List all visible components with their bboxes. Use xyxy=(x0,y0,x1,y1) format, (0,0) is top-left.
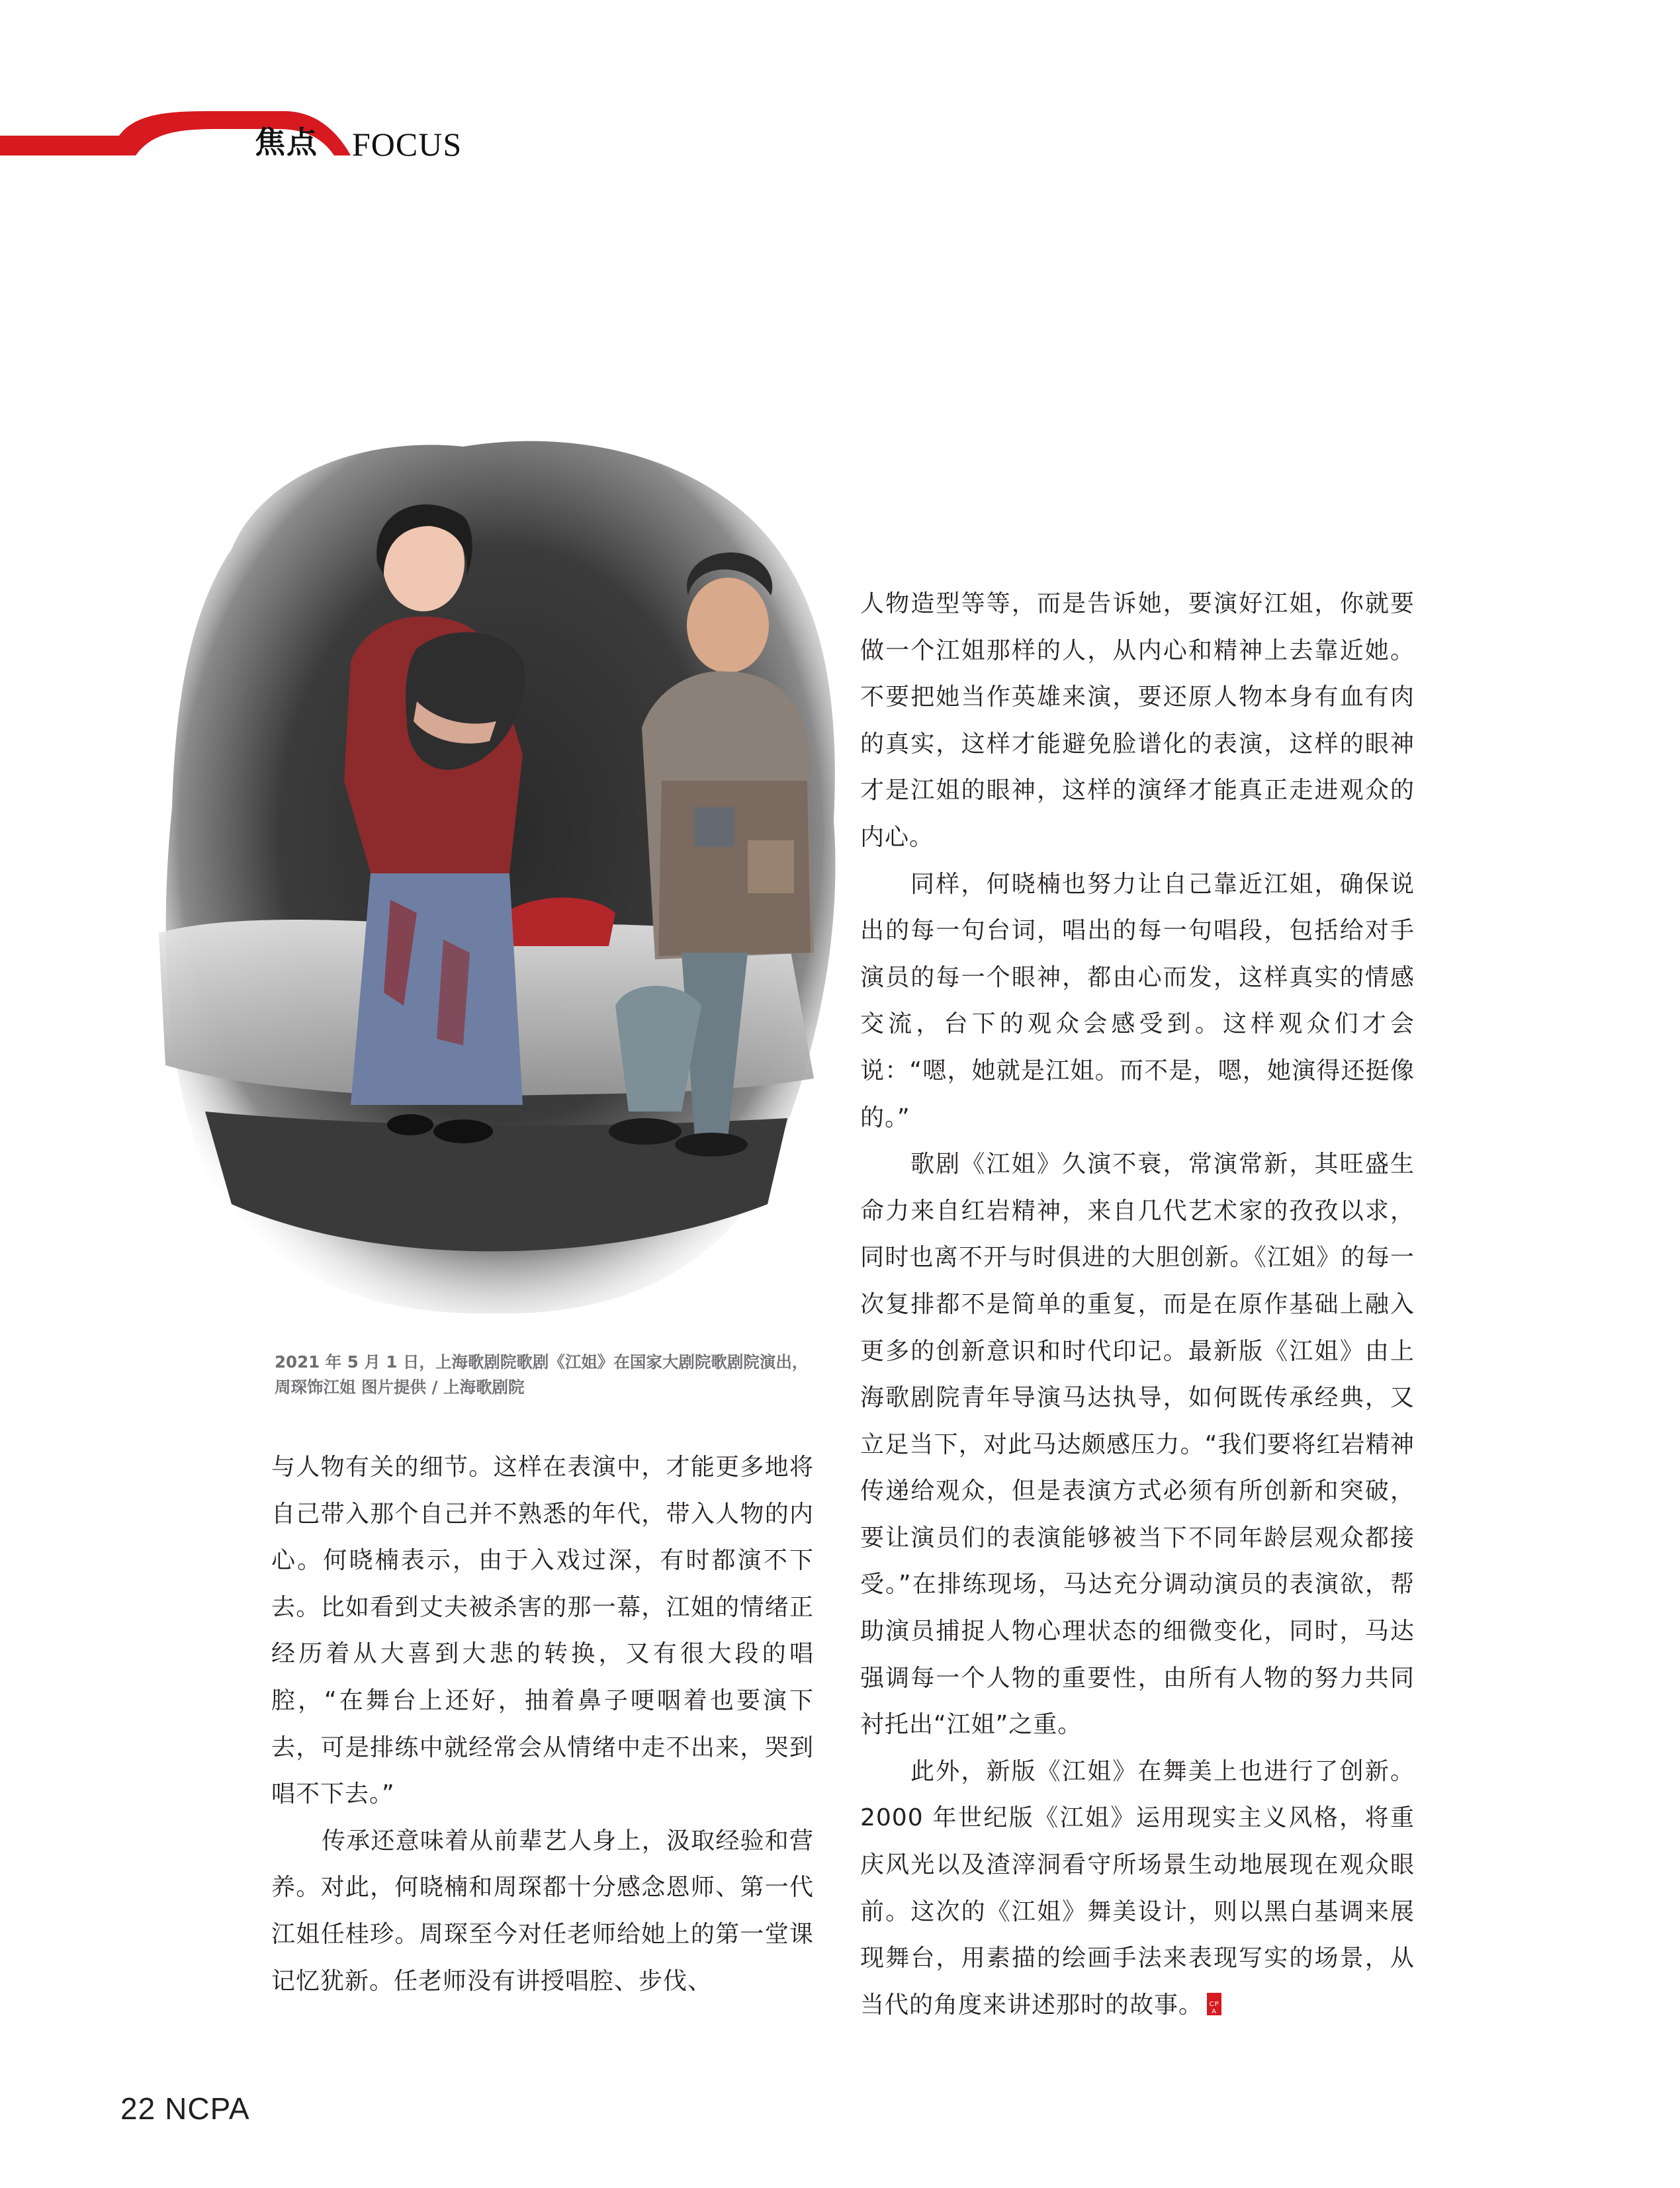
section-title-cn: 焦点 xyxy=(255,124,318,160)
ncpa-end-mark-icon xyxy=(1207,1993,1264,2015)
left-text-column xyxy=(271,1444,814,2005)
page-folio xyxy=(120,2091,250,2126)
photo-caption: 2021 年 5 月 1 日，上海歌剧院歌剧《江姐》在国家大剧院歌剧院演出，周琛饰江姐 图片提供 / 上海歌剧院 xyxy=(275,1352,809,1397)
paragraph: 同样，何晓楠也努力让自己靠近江姐，确保说出的每一句台词，唱出的每一句唱段，包括给对手演员的每一个眼神，都由心而发，这样真实的情感交流，台下的观众会感受到。这样观众们才会说：“嗯，她就是江姐。而不是，嗯，她演得还挺像的。” xyxy=(860,870,1415,1131)
paragraph: 与人物有关的细节。这样在表演中，才能更多地将自己带入那个自己并不熟悉的年代，带入人物的内心。何晓楠表示，由于入戏过深，有时都演不下去。比如看到丈夫被杀害的那一幕，江姐的情绪正经历着从大喜到大悲的转换，又有很大段的唱腔，“在舞台上还好，抽着鼻子哽咽着也要演下去，可是排练中就经常会从情绪中走不出来，哭到唱不下去。” xyxy=(271,1454,814,1808)
paragraph: 歌剧《江姐》久演不衰，常演常新，其旺盛生命力来自红岩精神，来自几代艺术家的孜孜以求，同时也离不开与时俱进的大胆创新。《江姐》的每一次复排都不是简单的重复，而是在原作基础上融入更多的创新意识和时代印记。最新版《江姐》由上海歌剧院青年导演马达执导，如何既传承经典，又立足当下，对此马达颇感压力。“我们要将红岩精神传递给观众，但是表演方式必须有所创新和突破，要让演员们的表演能够被当下不同年龄层观众都接受。”在排练现场，马达充分调动演员的表演欲，帮助演员捕捉人物心理状态的细微变化，同时，马达强调每一个人物的重要性，由所有人物的努力共同衬托出“江姐”之重。 xyxy=(860,1151,1415,1739)
magazine-name: NCPA xyxy=(165,2091,250,2126)
right-text-column xyxy=(860,581,1415,2029)
paragraph-text: 此外，新版《江姐》在舞美上也进行了创新。2000 年世纪版《江姐》运用现实主义风格，将重庆风光以及渣滓洞看守所场景生动地展现在观众眼前。这次的《江姐》舞美设计，则以黑白基调来展现舞台，用素描的绘画手法来表现写实的场景，从当代的角度来讲述那时的故事。 xyxy=(860,1757,1415,2019)
paragraph: 人物造型等等，而是告诉她，要演好江姐，你就要做一个江姐那样的人，从内心和精神上去靠近她。不要把她当作英雄来演，要还原人物本身有血有肉的真实，这样才能避免脸谱化的表演，这样的眼神才是江姐的眼神，这样的演绎才能真正走进观众的内心。 xyxy=(860,590,1415,851)
page-number: 22 xyxy=(120,2091,156,2126)
end-mark-label: NCPA xyxy=(1209,1993,1264,2015)
paragraph: 传承还意味着从前辈艺人身上，汲取经验和营养。对此，何晓楠和周琛都十分感念恩师、第一代江姐任桂珍。周琛至今对任老师给她上的第一堂课记忆犹新。任老师没有讲授唱腔、步伐、 xyxy=(271,1827,814,1995)
paragraph xyxy=(860,1749,1415,2029)
section-title-en: FOCUS xyxy=(352,126,463,163)
stage-photo xyxy=(152,410,847,1343)
stage-photo-icon xyxy=(152,410,847,1343)
